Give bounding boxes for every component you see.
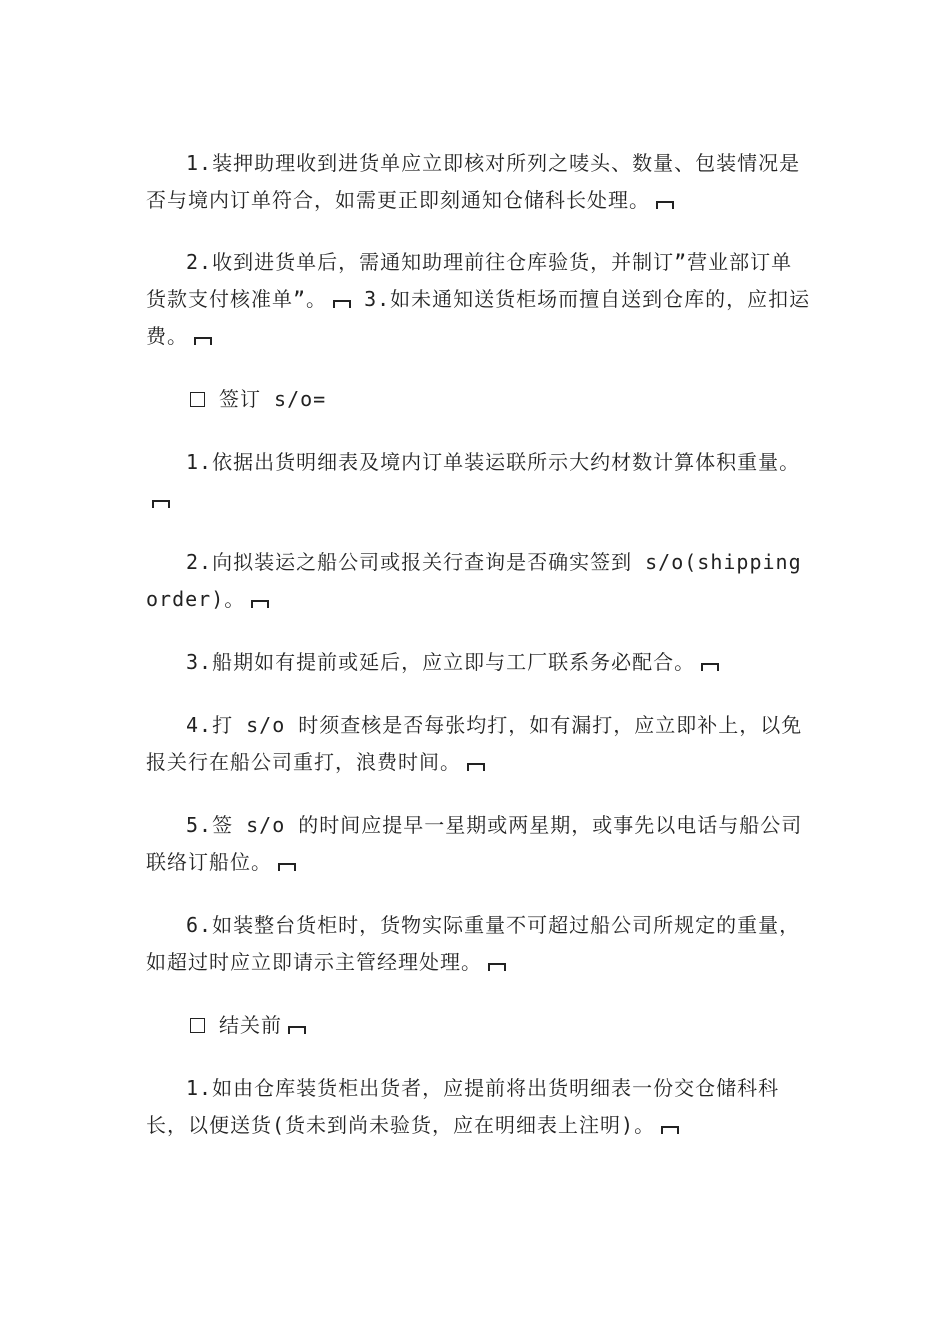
close-item-1-text: 1.如由仓库装货柜出货者，应提前将出货明细表一份交仓储科科长，以便送货(货未到尚未验货，应在明细表上注明)。 — [146, 1076, 780, 1137]
paragraph-mark-icon — [288, 1026, 306, 1034]
paragraph-mark-icon — [488, 963, 506, 971]
so-item-2 — [146, 544, 811, 618]
so-item-3 — [146, 644, 811, 681]
so-item-1-text: 1.依据出货明细表及境内订单装运联所示大约材数计算体积重量。 — [186, 450, 801, 474]
paragraph-1 — [146, 145, 811, 219]
paragraph-2 — [146, 244, 811, 355]
paragraph-1-text: 1.装押助理收到进货单应立即核对所列之唛头、数量、包装情况是否与境内订单符合，如需更正即刻通知仓储科长处理。 — [146, 151, 801, 212]
empty-checkbox-icon — [190, 1018, 205, 1033]
so-item-4-text: 4.打 s/o 时须查核是否每张均打，如有漏打，应立即补上，以免报关行在船公司重打，浪费时间。 — [146, 713, 803, 774]
paragraph-mark-icon — [251, 600, 269, 608]
so-item-1 — [146, 444, 811, 518]
section-heading-close-text: 结关前 — [219, 1013, 282, 1037]
so-item-6 — [146, 907, 811, 981]
paragraph-mark-icon — [661, 1126, 679, 1134]
so-item-2-text: 2.向拟装运之船公司或报关行查询是否确实签到 s/o(shipping order)。 — [146, 550, 802, 611]
so-item-4 — [146, 707, 811, 781]
paragraph-mark-icon — [152, 500, 170, 508]
paragraph-2-text: 2.收到进货单后，需通知助理前往仓库验货，并制订”营业部订单货款支付核准单”。 — [146, 250, 793, 311]
paragraph-mark-icon — [278, 863, 296, 871]
section-heading-so — [146, 381, 811, 418]
paragraph-mark-icon — [333, 300, 351, 308]
paragraph-3-text: 3.如未通知送货柜场而擅自送到仓库的，应扣运费。 — [146, 287, 811, 348]
paragraph-mark-icon — [701, 663, 719, 671]
paragraph-mark-icon — [656, 201, 674, 209]
so-item-5-text: 5.签 s/o 的时间应提早一星期或两星期，或事先以电话与船公司联络订船位。 — [146, 813, 803, 874]
so-item-3-text: 3.船期如有提前或延后，应立即与工厂联系务必配合。 — [186, 650, 696, 674]
empty-checkbox-icon — [190, 392, 205, 407]
so-item-5 — [146, 807, 811, 881]
document-page — [146, 145, 811, 1144]
section-heading-so-text: 签订 s/o= — [219, 387, 327, 411]
section-heading-close — [146, 1007, 811, 1044]
so-item-6-text: 6.如装整台货柜时，货物实际重量不可超过船公司所规定的重量，如超过时应立即请示主管经理处理。 — [146, 913, 801, 974]
close-item-1 — [146, 1070, 811, 1144]
paragraph-mark-icon — [194, 337, 212, 345]
paragraph-mark-icon — [467, 763, 485, 771]
